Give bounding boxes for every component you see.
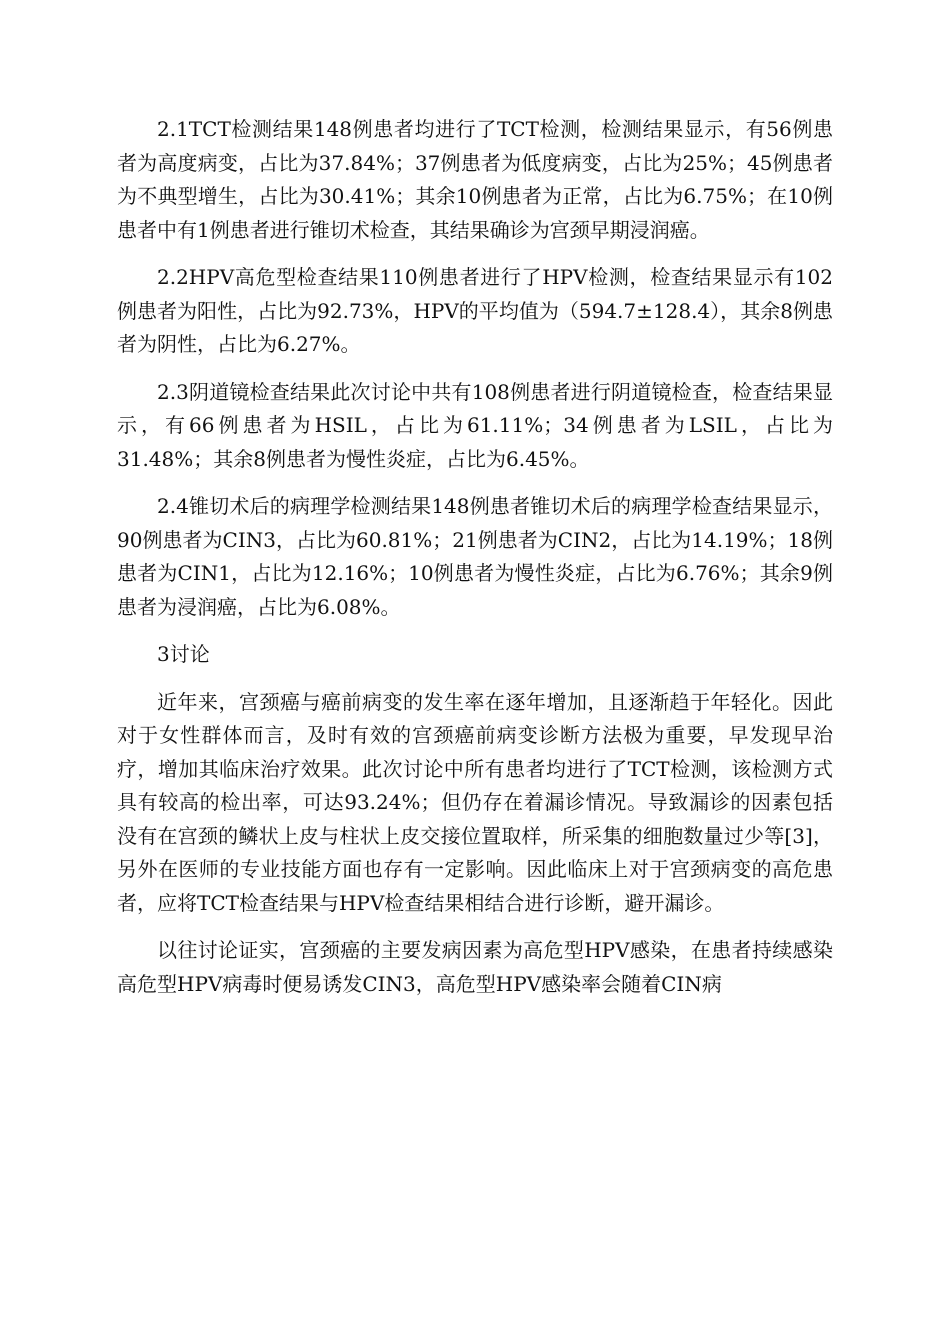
paragraph-hpv-results: 2.2HPV高危型检查结果110例患者进行了HPV检测，检查结果显示有102例患者为阳性，占比为92.73%，HPV的平均值为（594.7±128.4），其余8例患者为阴性，占比为6.27%。 [117, 265, 833, 356]
paragraph-conization-pathology: 2.4锥切术后的病理学检测结果148例患者锥切术后的病理学检查结果显示，90例患者为CIN3，占比为60.81%；21例患者为CIN2，占比为14.19%；18例患者为CIN1，占比为12.16%；10例患者为慢性炎症，占比为6.76%；其余9例患者为浸润癌，占比为6.08%。 [117, 494, 833, 619]
paragraph-tct-results: 2.1TCT检测结果148例患者均进行了TCT检测，检测结果显示，有56例患者为高度病变，占比为37.84%；37例患者为低度病变，占比为25%；45例患者为不典型增生，占比为30.41%；其余10例患者为正常，占比为6.75%；在10例患者中有1例患者进行锥切术检查，其结果确诊为宫颈早期浸润癌。 [117, 117, 833, 242]
paragraph-discussion-2: 以往讨论证实，宫颈癌的主要发病因素为高危型HPV感染，在患者持续感染高危型HPV病毒时便易诱发CIN3，高危型HPV感染率会随着CIN病 [117, 938, 833, 996]
paragraph-gap [117, 247, 833, 261]
paragraph-gap [117, 476, 833, 490]
paragraph-gap [117, 624, 833, 638]
paragraph-gap [117, 920, 833, 934]
section-heading-discussion: 3讨论 [157, 642, 210, 666]
paragraph-colposcopy-results: 2.3阴道镜检查结果此次讨论中共有108例患者进行阴道镜检查，检查结果显示，有66例患者为HSIL，占比为61.11%；34例患者为LSIL，占比为31.48%；其余8例患者为慢性炎症，占比为6.45%。 [117, 379, 833, 471]
paragraph-gap [117, 362, 833, 376]
paragraph-gap [117, 672, 833, 686]
paragraph-discussion-1: 近年来，宫颈癌与癌前病变的发生率在逐年增加，且逐渐趋于年轻化。因此对于女性群体而言，及时有效的宫颈癌前病变诊断方法极为重要，早发现早治疗，增加其临床治疗效果。此次讨论中所有患者均进行了TCT检测，该检测方式具有较高的检出率，可达93.24%；但仍存在着漏诊情况。导致漏诊的因素包括没有在宫颈的鳞状上皮与柱状上皮交接位置取样，所采集的细胞数量过少等[3]，另外在医师的专业技能方面也存有一定影响。因此临床上对于宫颈病变的高危患者，应将TCT检查结果与HPV检查结果相结合进行诊断，避开漏诊。 [117, 689, 833, 915]
document-body [117, 113, 833, 1001]
